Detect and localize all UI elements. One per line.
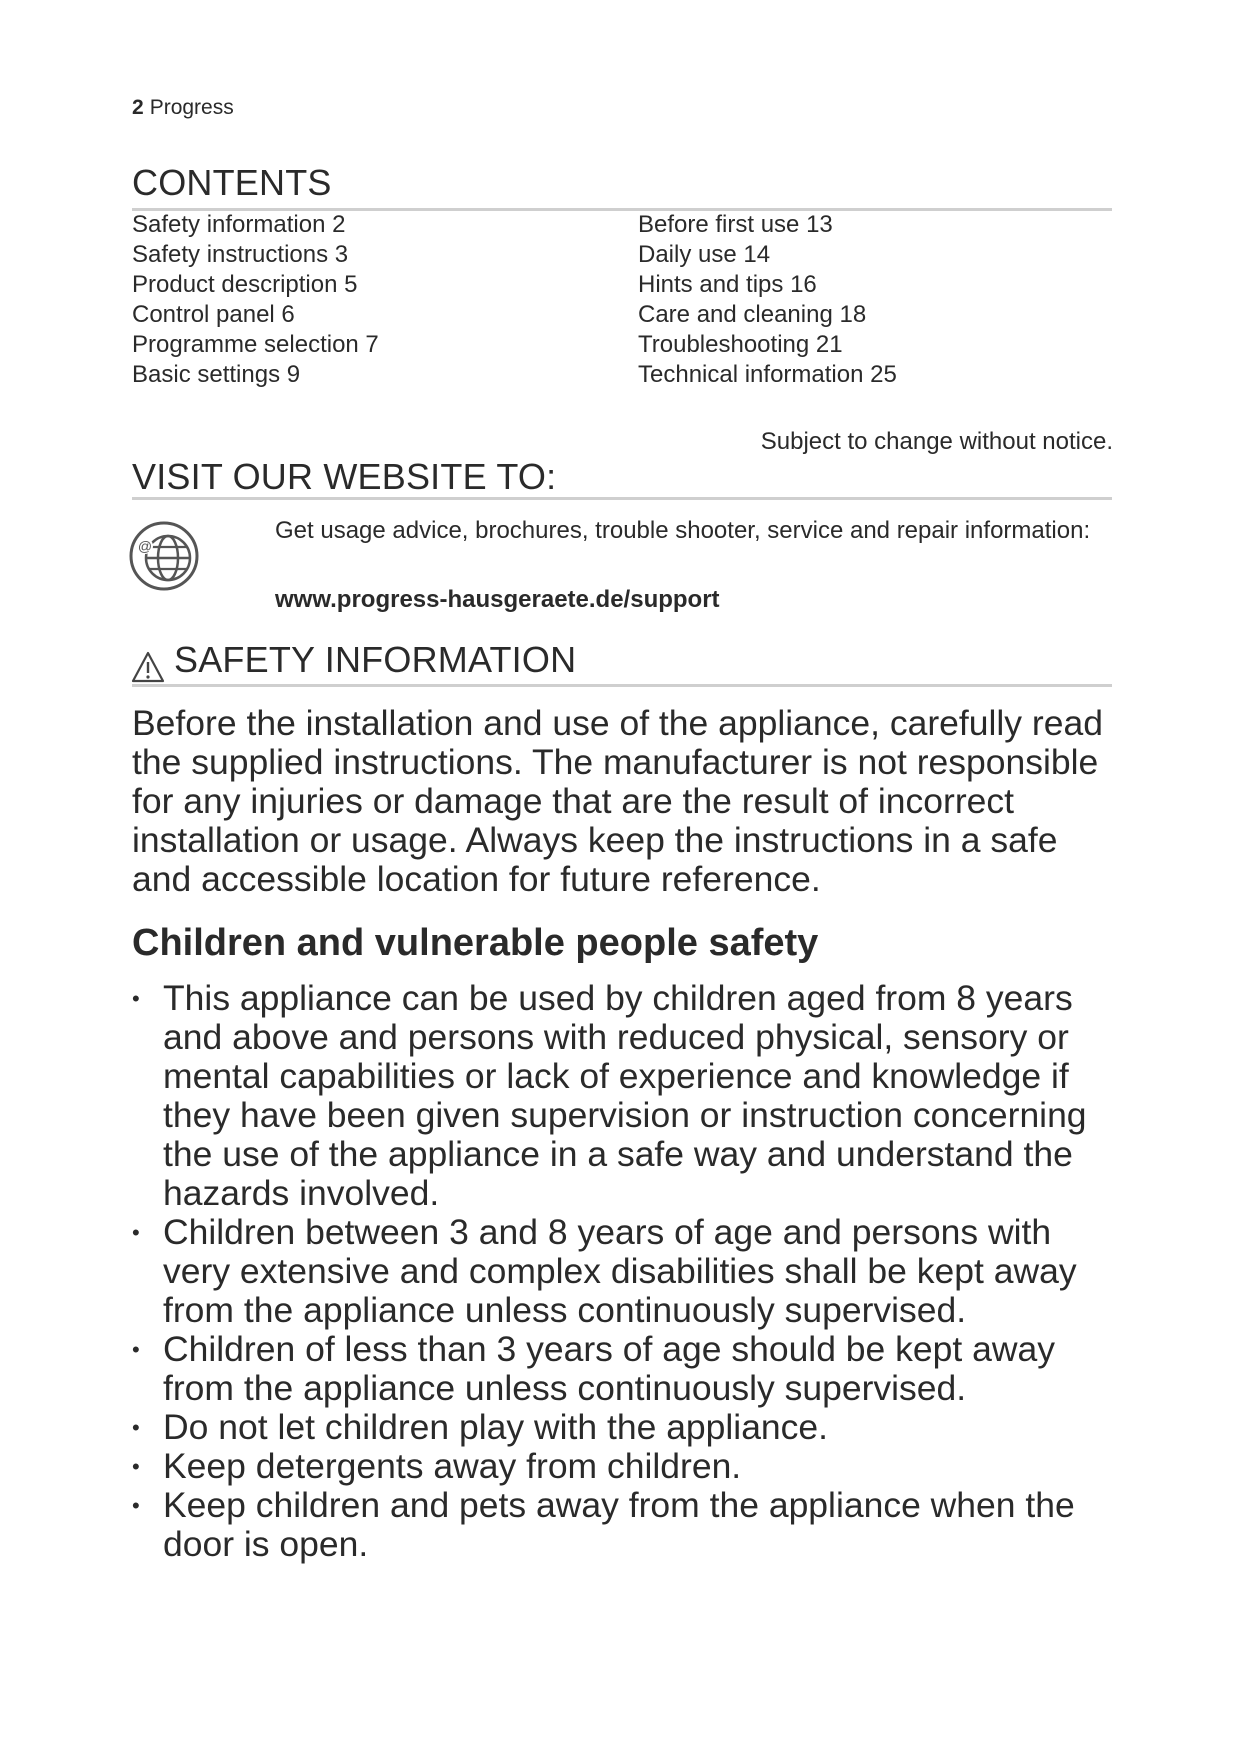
toc-item[interactable]: Daily use 14 — [638, 241, 771, 268]
bullet-icon: • — [132, 1220, 140, 1245]
bullet-icon: • — [132, 1454, 140, 1479]
page-header — [132, 96, 234, 120]
svg-text:@: @ — [137, 538, 153, 554]
toc-item[interactable]: Programme selection 7 — [132, 331, 379, 358]
bullet-icon: • — [132, 1493, 140, 1518]
toc-item[interactable]: Product description 5 — [132, 271, 358, 298]
bullet-icon: • — [132, 986, 140, 1011]
list-item: • Children of less than 3 years of age should be kept away from the appliance unless continuously supervised. — [132, 1329, 1055, 1408]
children-safety-list — [132, 979, 1112, 1564]
website-title: VISIT OUR WEBSITE TO: — [132, 456, 557, 497]
toc-left-column — [132, 210, 379, 390]
toc-right-column — [638, 210, 897, 390]
website-description: Get usage advice, brochures, trouble shooter, service and repair information: — [275, 517, 1091, 544]
toc-item[interactable]: Safety information 2 — [132, 211, 346, 238]
contents-title: CONTENTS — [132, 162, 332, 203]
toc-item[interactable]: Control panel 6 — [132, 301, 295, 328]
list-item: • Keep children and pets away from the appliance when the door is open. — [132, 1485, 1075, 1564]
website-rule — [132, 497, 1112, 500]
toc-item[interactable]: Before first use 13 — [638, 211, 833, 238]
page-number: 2 — [132, 96, 144, 119]
toc-item[interactable]: Care and cleaning 18 — [638, 301, 867, 328]
bullet-icon: • — [132, 1337, 140, 1362]
list-item: • Keep detergents away from children. — [132, 1446, 742, 1486]
toc-item[interactable]: Troubleshooting 21 — [638, 331, 843, 358]
list-item: • Do not let children play with the appliance. — [132, 1407, 829, 1447]
brand-name: Progress — [149, 96, 234, 119]
children-safety-heading: Children and vulnerable people safety — [132, 922, 819, 964]
toc-item[interactable]: Technical information 25 — [638, 361, 897, 388]
safety-intro-paragraph: Before the installation and use of the appliance, carefully read the supplied instructions. The manufacturer is not responsible for any injuries or damage that are the result of incorrect installation or usage. Always keep the instructions in a safe and accessible location for future reference. — [132, 703, 1103, 899]
toc-item[interactable]: Basic settings 9 — [132, 361, 301, 388]
list-item: • This appliance can be used by children aged from 8 years and above and persons with reduced physical, sensory or mental capabilities or lack of experience and knowledge if they have been given supervision or instruction concerning the use of the appliance in a safe way and understand the hazards involved. — [132, 978, 1087, 1213]
toc-item[interactable]: Hints and tips 16 — [638, 271, 817, 298]
support-url-link[interactable]: www.progress-hausgeraete.de/support — [275, 586, 720, 613]
safety-rule — [132, 684, 1112, 687]
list-item: • Children between 3 and 8 years of age and persons with very extensive and complex disabilities shall be kept away from the appliance unless continuously supervised. — [132, 1212, 1077, 1330]
subject-to-change-note: Subject to change without notice. — [760, 428, 1113, 455]
safety-title: SAFETY INFORMATION — [174, 639, 577, 680]
toc-item[interactable]: Safety instructions 3 — [132, 241, 349, 268]
globe-at-icon — [128, 520, 200, 592]
warning-triangle-icon — [130, 650, 166, 684]
bullet-icon: • — [132, 1415, 140, 1440]
